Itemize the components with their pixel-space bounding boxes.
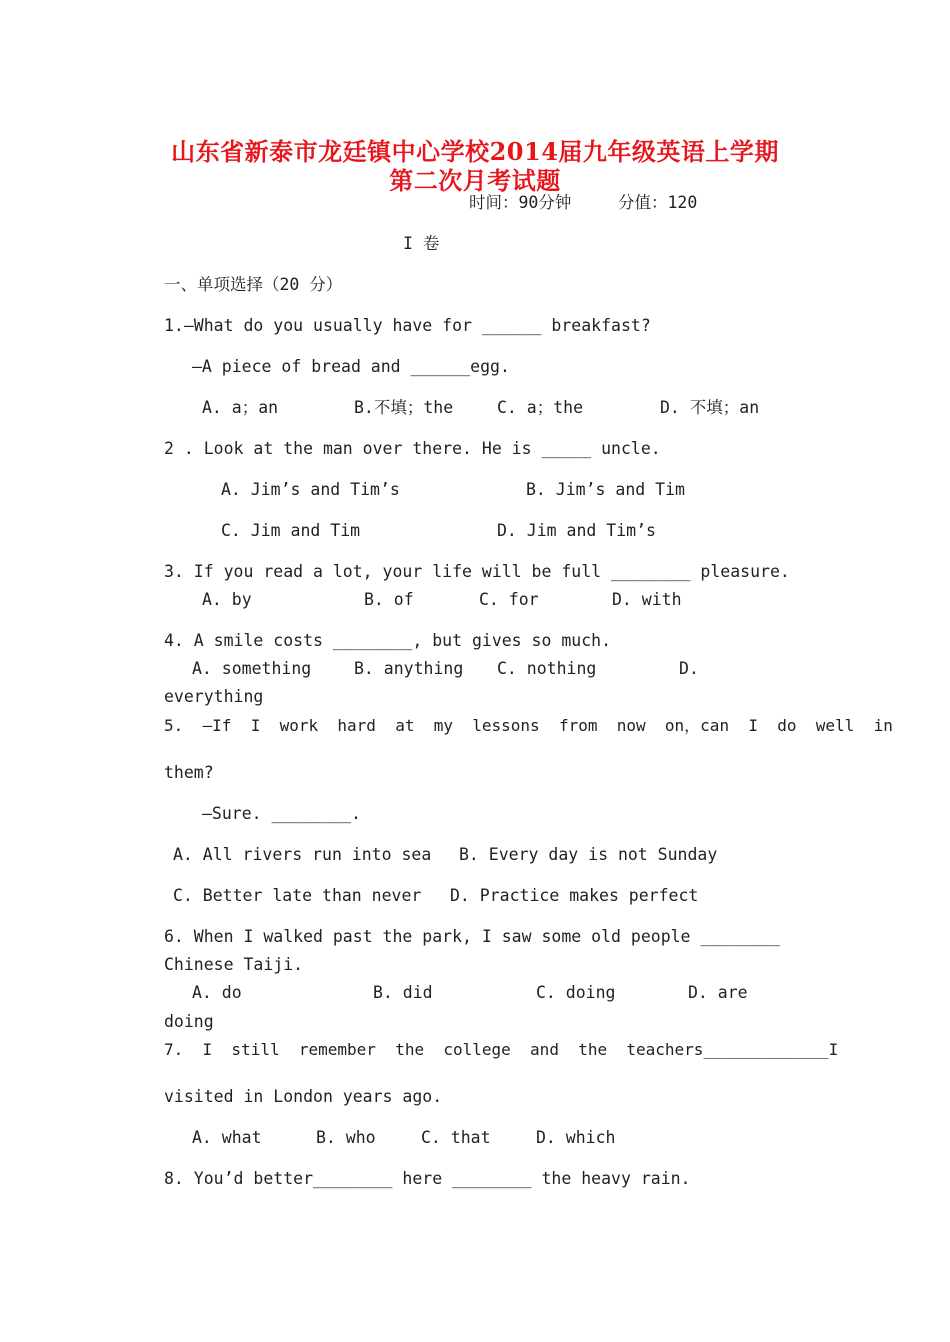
q3-stem: 3. If you read a lot, your life will be full ________ pleasure.: [164, 562, 790, 581]
q5-stem-cont: them?: [164, 763, 214, 782]
q1-reply: —A piece of bread and ______egg.: [192, 357, 510, 376]
q7-stem: 7. I still remember the college and the teachers_____________I: [164, 1040, 839, 1059]
q4-option-d: D.: [679, 659, 699, 678]
q6-option-a: A. do: [192, 983, 242, 1002]
q8-stem: 8. You’d better________ here ________ the heavy rain.: [164, 1169, 691, 1188]
q7-option-b: B. who: [316, 1128, 376, 1147]
q4-option-b: B. anything: [354, 659, 464, 678]
q5-option-b: B. Every day is not Sunday: [459, 845, 718, 864]
q1-stem: 1.—What do you usually have for ______ breakfast?: [164, 316, 651, 335]
q3-option-b: B. of: [364, 590, 414, 609]
section-heading: 一、单项选择（20 分）: [164, 275, 343, 294]
q7-stem-cont: visited in London years ago.: [164, 1087, 443, 1106]
q1-option-d: D. 不填；an: [660, 398, 760, 417]
q1-option-a: A. a；an: [202, 398, 279, 417]
q3-option-c: C. for: [479, 590, 539, 609]
volume-label: I 卷: [403, 234, 440, 253]
q7-option-d: D. which: [536, 1128, 616, 1147]
q4-stem: 4. A smile costs ________, but gives so much.: [164, 631, 612, 650]
q5-option-a: A. All rivers run into sea: [173, 845, 432, 864]
q7-option-a: A. what: [192, 1128, 262, 1147]
q2-option-a: A. Jim’s and Tim’s: [221, 480, 400, 499]
q4-option-d-cont: everything: [164, 687, 264, 706]
q5-reply: —Sure. ________.: [202, 804, 361, 823]
q4-option-c: C. nothing: [497, 659, 597, 678]
q7-option-c: C. that: [421, 1128, 491, 1147]
q4-option-a: A. something: [192, 659, 312, 678]
q1-option-c: C. a；the: [497, 398, 584, 417]
q6-option-d-cont: doing: [164, 1012, 214, 1031]
exam-score: 分值：120: [618, 193, 698, 212]
q5-stem: 5. —If I work hard at my lessons from now on，can I do well in: [164, 716, 893, 735]
title-line-2: 第二次月考试题: [389, 166, 561, 195]
q6-option-c: C. doing: [536, 983, 616, 1002]
q1-option-b: B.不填；the: [354, 398, 454, 417]
q2-option-c: C. Jim and Tim: [221, 521, 361, 540]
q3-option-a: A. by: [202, 590, 252, 609]
q5-option-c: C. Better late than never: [173, 886, 422, 905]
q2-stem: 2 . Look at the man over there. He is _____ uncle.: [164, 439, 661, 458]
q6-option-b: B. did: [373, 983, 433, 1002]
q2-option-d: D. Jim and Tim’s: [497, 521, 656, 540]
q2-option-b: B. Jim’s and Tim: [526, 480, 685, 499]
title-line-1: 山东省新泰市龙廷镇中心学校2014届九年级英语上学期: [171, 137, 779, 166]
exam-time: 时间：90分钟: [469, 193, 572, 212]
q6-stem-cont: Chinese Taiji.: [164, 955, 304, 974]
q6-stem: 6. When I walked past the park, I saw some old people ________: [164, 927, 780, 946]
q6-option-d: D. are: [688, 983, 748, 1002]
q5-option-d: D. Practice makes perfect: [450, 886, 699, 905]
q3-option-d: D. with: [612, 590, 682, 609]
